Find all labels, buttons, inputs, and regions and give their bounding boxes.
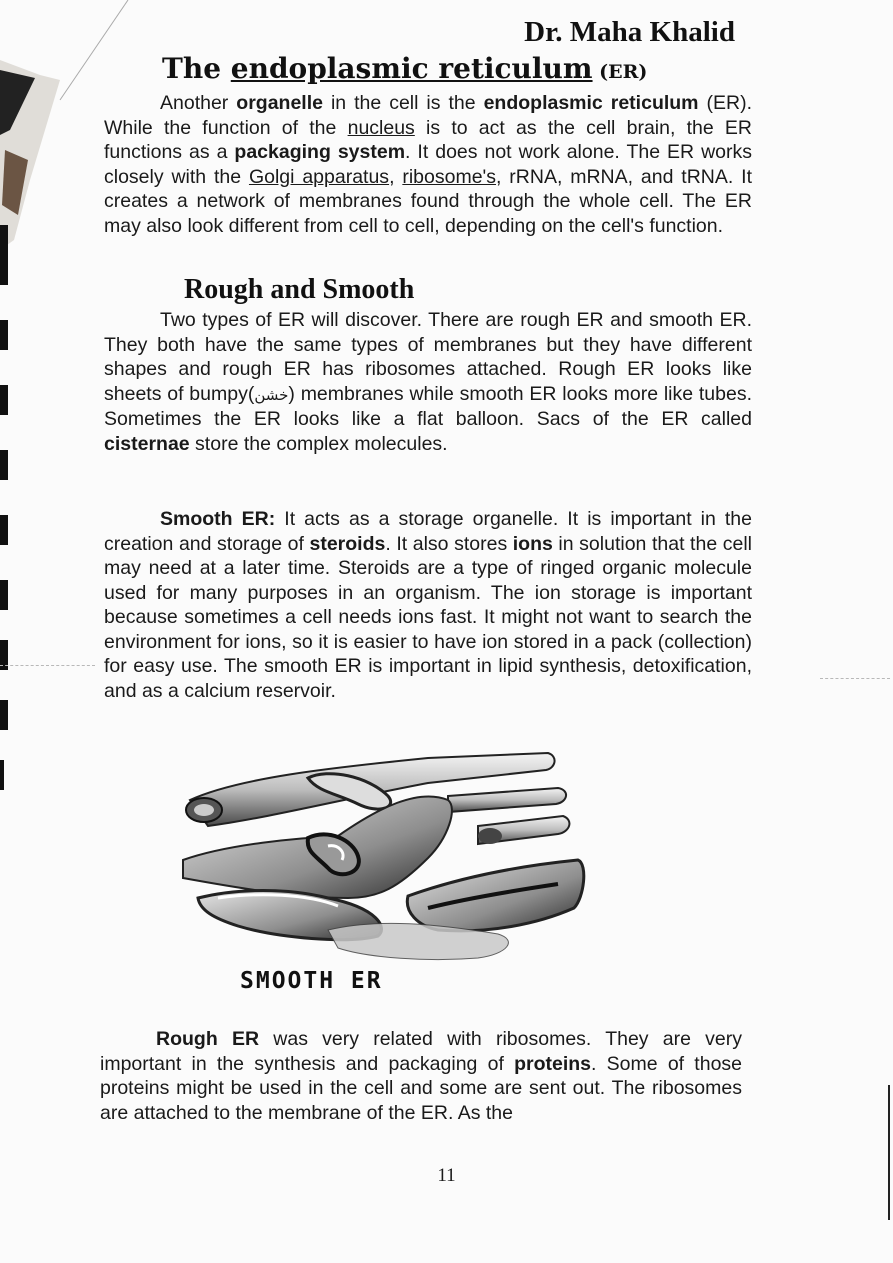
term-packaging-system: packaging system [234,141,406,163]
section-heading: Rough and Smooth [184,274,415,305]
page-title [162,52,647,85]
figure-caption: SMOOTH ER [240,968,383,994]
scan-line [0,665,95,666]
link-nucleus: nucleus [347,116,415,139]
margin-mark [0,450,8,480]
arabic-word: خشن [254,385,289,404]
smooth-er-paragraph: Smooth ER: It acts as a storage organelle. It is important in the creation and storage of steroids. It also stores ions in solution that the cell may need at a later time. Steroids are a type of ringed organic molecule used for many purposes in an organism. The ion storage is important because sometimes a cell needs ions fast. It might not want to search the environment for ions, so it is easier to have ion stored in a pack (collection) for easy use. The smooth ER is important in lipid synthesis, detoxification, and as a calcium reservoir. [104,508,753,702]
link-golgi: Golgi apparatus [248,165,390,188]
author-name: Dr. Maha Khalid [524,16,735,48]
term-proteins: proteins [514,1052,592,1075]
smooth-er-illustration [178,748,598,963]
margin-mark [0,760,4,790]
title-abbr: (ER) [592,61,648,83]
term-organelle: organelle [236,92,323,114]
scan-line [820,678,890,679]
term-cisternae: cisternae [104,432,190,455]
title-prefix: The [162,52,231,85]
term-ions: ions [512,532,553,555]
margin-mark [0,225,8,285]
term-endoplasmic-reticulum: endoplasmic reticulum [483,92,699,114]
rough-er-lead: Rough ER [156,1028,260,1050]
term-steroids: steroids [309,532,386,555]
smooth-er-lead: Smooth ER: [160,508,276,530]
margin-mark [0,385,8,415]
scan-edge-line [888,1085,890,1220]
title-underlined: endoplasmic reticulum [230,52,593,85]
page-number: 11 [437,1165,456,1186]
rough-er-paragraph: Rough ER was very related with ribosomes. They are very important in the synthesis and packaging of proteins. Some of those proteins might be used in the cell and some are sent out. The ribosomes are attached to the membrane of the ER. As the [100,1028,743,1124]
margin-mark [0,580,8,610]
link-ribosomes: ribosome's [402,165,497,188]
rough-smooth-paragraph: Two types of ER will discover. There are rough ER and smooth ER. They both have the same types of membranes but they have different shapes and rough ER has ribosomes attached. Rough ER looks like sheets of bumpy(خشن) membranes while smooth ER looks more like tubes. Sometimes the ER looks like a flat balloon. Sacs of the ER called cisternae store the complex molecules. [104,309,752,455]
margin-mark [0,515,8,545]
margin-mark [0,700,8,730]
margin-mark [0,320,8,350]
intro-paragraph: Another organelle in the cell is the endoplasmic reticulum (ER). While the function of the nucleus is to act as the cell brain, the ER functions as a packaging system. It does not work alone. The ER works closely with the Golgi apparatus, ribosome's, rRNA, mRNA, and tRNA. It creates a network of membranes found through the whole cell. The ER may also look different from cell to cell, depending on the cell's function. [104,92,753,237]
